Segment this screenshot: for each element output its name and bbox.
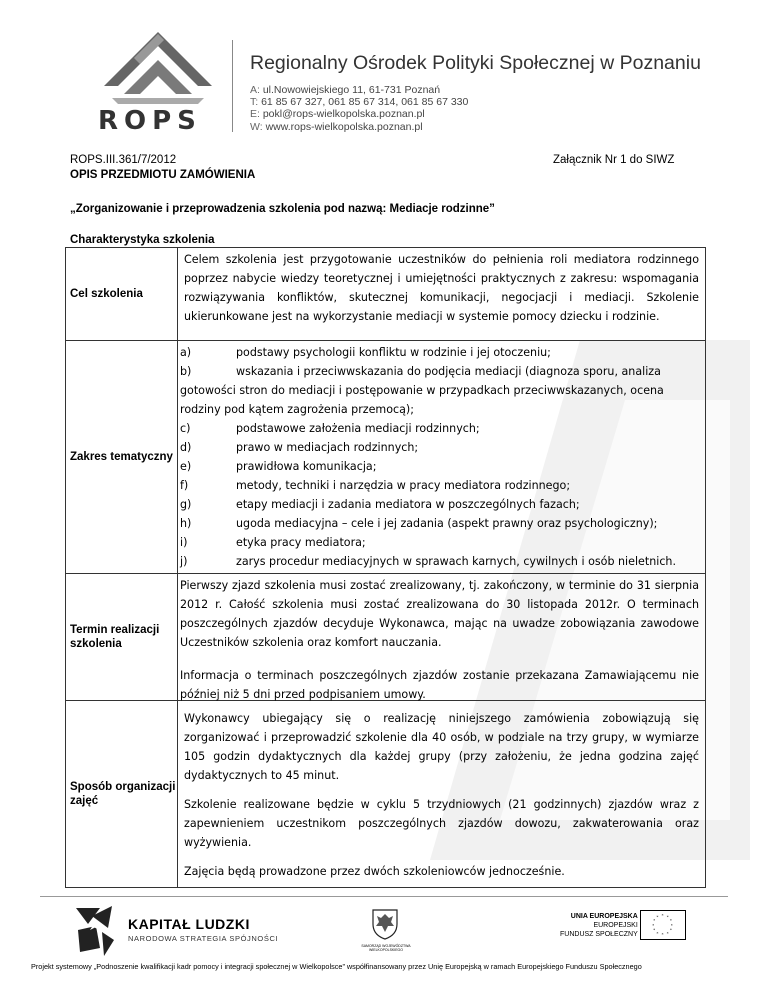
organization-paragraph-1: Wykonawcy ubiegający się o realizację niniejszego zamówienia zobowiązują się zorganizować i przeprowadzić szkolenie dla 40 osób, w podziale na trzy grupy, w wymiarze 105 godzin dydaktycznych dla każdej grupy (przy założeniu, że jedna godzina zajęć dydaktycznych to 45 minut. bbox=[184, 712, 699, 782]
svg-text:*: * bbox=[653, 918, 656, 923]
organization-text bbox=[178, 701, 706, 887]
term-paragraph-1: Pierwszy zjazd szkolenia musi zostać zrealizowany, tj. zakończony, w terminie do 31 sierpnia 2012 r. Całość szkolenia musi zostać zrealizowana do 30 listopada 2012r. O terminach poszczególnych zjazdów decyduje Wykonawca, mając na uwadze zobowiązania zawodowe Uczestników szkolenia oraz komfort nauczania. bbox=[180, 579, 699, 649]
address: ul.Nowowiejskiego 11, 61-731 Poznań bbox=[262, 84, 441, 96]
scope-list bbox=[178, 341, 706, 573]
svg-text:*: * bbox=[653, 928, 656, 933]
annex-label: Załącznik Nr 1 do SIWZ bbox=[553, 154, 675, 166]
kapital-ludzki-logo-icon bbox=[70, 902, 118, 960]
svg-text:*: * bbox=[666, 931, 669, 936]
eu-line-2: FUNDUSZ SPOŁECZNY bbox=[560, 931, 638, 938]
term-label: Termin realizacji szkolenia bbox=[65, 574, 178, 700]
subject-line: „Zorganizowanie i przeprowadzenia szkolenia pod nazwą: Mediacje rodzinne” bbox=[70, 203, 495, 215]
list-item: i) etyka pracy mediatora; bbox=[180, 536, 366, 549]
eu-heading: UNIA EUROPEJSKA bbox=[570, 913, 638, 920]
web-key: W: bbox=[250, 120, 263, 133]
list-item: e) prawidłowa komunikacja; bbox=[180, 460, 377, 473]
svg-text:*: * bbox=[661, 913, 664, 918]
document-title: OPIS PRZEDMIOTU ZAMÓWIENIA bbox=[70, 169, 256, 181]
list-item: a) podstawy psychologii konfliktu w rodzinie i jej otoczeniu; bbox=[180, 346, 551, 359]
crest-caption: SAMORZĄD WOJEWÓDZTWA WIELKOPOLSKIEGO bbox=[361, 944, 411, 952]
kapital-ludzki-text bbox=[128, 916, 278, 943]
table-row-scope bbox=[65, 340, 706, 573]
crest-icon bbox=[370, 906, 400, 940]
eu-text bbox=[560, 912, 638, 939]
document-reference: ROPS.III.361/7/2012 bbox=[70, 154, 177, 166]
kapital-ludzki-title: KAPITAŁ LUDZKI bbox=[128, 916, 250, 932]
list-item: b) wskazania i przeciwwskazania do podjęcia mediacji (diagnoza sporu, analiza bbox=[180, 365, 661, 378]
address-key: A: bbox=[250, 84, 260, 96]
header-divider bbox=[232, 40, 233, 132]
svg-text:*: * bbox=[661, 932, 664, 937]
contact-block bbox=[250, 84, 468, 133]
phone: 61 85 67 327, 061 85 67 314, 061 85 67 330 bbox=[261, 96, 469, 109]
list-item: g) etapy mediacji i zadania mediatora w poszczególnych fazach; bbox=[180, 498, 580, 511]
list-item: h) ugoda mediacyjna – cele i jej zadania (aspekt prawny oraz psychologiczny); bbox=[180, 517, 658, 530]
list-item: d) prawo w mediacjach rodzinnych; bbox=[180, 441, 419, 454]
svg-text:*: * bbox=[652, 923, 655, 928]
section-heading: Charakterystyka szkolenia bbox=[70, 234, 215, 246]
list-item: j) zarys procedur mediacyjnych w sprawach karnych, cywilnych i osób nieletnich. bbox=[180, 555, 676, 568]
goal-text: Celem szkolenia jest przygotowanie uczestników do pełnienia roli mediatora rodzinnego poprzez nabycie wiedzy teoretycznej i umiejętności praktycznych z zakresu: wspomagania rozwiązywania konfliktów, skutecznej komunikacji, negocjacji i mediacji. Szkolenie ukierunkowane jest na wykorzystanie mediacji w systemie pomocy dziecku i rodzinie. bbox=[178, 248, 706, 340]
kapital-ludzki-subtitle: NARODOWA STRATEGIA SPÓJNOŚCI bbox=[128, 934, 279, 943]
organization-paragraph-2: Szkolenie realizowane będzie w cyklu 5 trzydniowych (21 godzinnych) zjazdów wraz z zapewnieniem uczestnikom poszczególnych zjazdów dowozu, zakwaterowania oraz wyżywienia. bbox=[184, 798, 699, 849]
svg-text:*: * bbox=[656, 931, 659, 936]
training-table bbox=[65, 247, 706, 888]
table-row-organization bbox=[65, 700, 706, 888]
email: pokl@rops-wielkopolska.poznan.pl bbox=[262, 108, 425, 121]
eu-line-1: EUROPEJSKI bbox=[593, 922, 638, 929]
email-key: E: bbox=[250, 108, 260, 121]
svg-text:*: * bbox=[656, 915, 659, 919]
eu-flag-icon bbox=[640, 910, 686, 940]
svg-text:*: * bbox=[666, 915, 669, 919]
term-paragraph-2: Informacja o terminach poszczególnych zjazdów zostanie przekazana Zamawiającemu nie później niż 5 dni przed podpisaniem umowy. bbox=[180, 669, 699, 701]
list-item: f) metody, techniki i narzędzia w pracy mediatora rodzinnego; bbox=[180, 479, 571, 492]
svg-text:*: * bbox=[670, 923, 673, 928]
goal-label: Cel szkolenia bbox=[65, 248, 178, 340]
organization-label: Sposób organizacji zajęć bbox=[65, 701, 178, 887]
phone-key: T: bbox=[250, 96, 259, 109]
list-item-continuation: rodziny pod kątem zagrożenia przemocą); bbox=[180, 403, 414, 416]
project-statement: Projekt systemowy „Podnoszenie kwalifikacji kadr pomocy i integracji społecznej w Wielkopolsce” współfinansowany przez Unię Europejską w ramach Europejskiego Funduszu Społecznego bbox=[31, 962, 642, 971]
logo-text: ROPS bbox=[98, 106, 202, 136]
table-row-term bbox=[65, 573, 706, 700]
organization-paragraph-3: Zajęcia będą prowadzone przez dwóch szkoleniowców jednocześnie. bbox=[184, 865, 565, 878]
term-text bbox=[178, 574, 706, 700]
website: www.rops-wielkopolska.poznan.pl bbox=[265, 120, 423, 133]
svg-text:*: * bbox=[670, 918, 672, 923]
table-row-goal bbox=[65, 247, 706, 340]
list-item: c) podstawowe założenia mediacji rodzinnych; bbox=[180, 422, 480, 435]
footer-divider bbox=[40, 896, 728, 897]
svg-text:*: * bbox=[670, 928, 672, 933]
scope-label: Zakres tematyczny bbox=[65, 341, 178, 573]
list-item-continuation: gotowości stron do mediacji i postępowanie w przypadkach przeciwwskazanych, ocena bbox=[180, 384, 664, 397]
organization-name: Regionalny Ośrodek Polityki Społecznej w Poznaniu bbox=[250, 52, 701, 74]
